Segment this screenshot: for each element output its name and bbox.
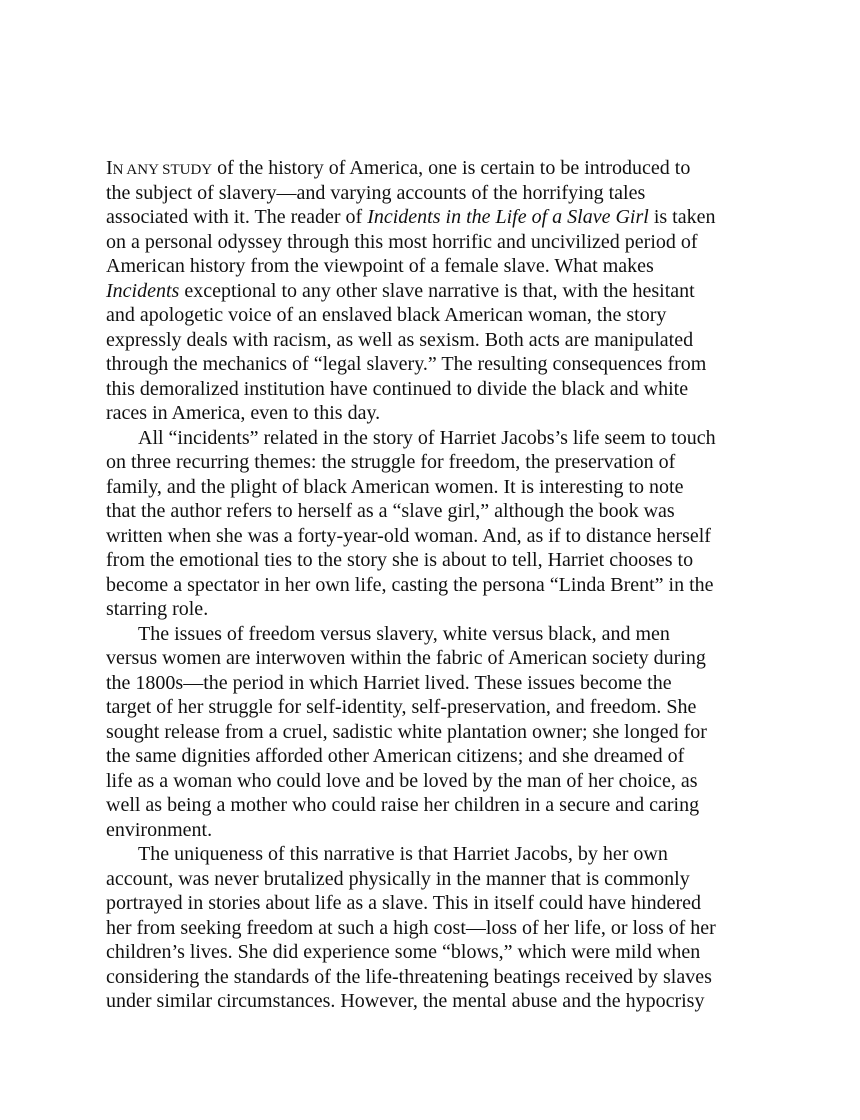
- text-line: American history from the viewpoint of a female slave. What makes: [106, 255, 654, 277]
- text-line: on three recurring themes: the struggle for freedom, the preservation of: [106, 451, 676, 473]
- text-line: account, was never brutalized physically in the manner that is commonly: [106, 867, 690, 890]
- book-title-short: Incidents: [106, 279, 180, 302]
- text-line: and apologetic voice of an enslaved black American woman, the story: [106, 304, 667, 326]
- text-line: children’s lives. She did experience some “blows,” which were mild when: [106, 941, 701, 963]
- text-line: become a spectator in her own life, casting the persona “Linda Brent” in the: [106, 573, 714, 596]
- text-line: The issues of freedom versus slavery, white versus black, and men: [138, 622, 670, 645]
- text-line: through the mechanics of “legal slavery.” The resulting consequences from: [106, 353, 707, 375]
- lead-small-caps: N ANY STUDY: [112, 162, 213, 178]
- book-title: Incidents in the Life of a Slave Girl: [367, 206, 649, 228]
- text-line: target of her struggle for self-identity, self-preservation, and freedom. She: [106, 696, 697, 718]
- document-page: [106, 156, 766, 1014]
- text-line: portrayed in stories about life as a slave. This in itself could have hindered: [106, 892, 702, 914]
- text-line: well as being a mother who could raise her children in a secure and caring: [106, 794, 700, 816]
- text-line: All “incidents” related in the story of Harriet Jacobs’s life seem to touch: [138, 426, 716, 449]
- text-line: considering the standards of the life-threatening beatings received by slaves: [106, 965, 712, 988]
- text-line: under similar circumstances. However, the mental abuse and the hypocrisy: [106, 990, 705, 1012]
- text-line: versus women are interwoven within the fabric of American society during: [106, 647, 706, 669]
- text-line: Incidents exceptional to any other slave narrative is that, with the hesitant: [106, 279, 695, 302]
- lead-cap: I: [106, 157, 113, 179]
- text-line: her from seeking freedom at such a high cost—loss of her life, or loss of her: [106, 916, 716, 939]
- text-line: written when she was a forty-year-old woman. And, as if to distance herself: [106, 524, 711, 547]
- text-line: environment.: [106, 818, 213, 841]
- text-line: life as a woman who could love and be loved by the man of her choice, as: [106, 769, 698, 792]
- paragraph-4: [106, 842, 766, 1014]
- text-line: from the emotional ties to the story she is about to tell, Harriet chooses to: [106, 549, 694, 571]
- text-line: the same dignities afforded other American citizens; and she dreamed of: [106, 745, 685, 767]
- text-line: sought release from a cruel, sadistic white plantation owner; she longed for: [106, 720, 707, 743]
- text-line: that the author refers to herself as a “slave girl,” although the book was: [106, 500, 675, 522]
- text-line: this demoralized institution have continued to divide the black and white: [106, 377, 689, 400]
- text-line: expressly deals with racism, as well as sexism. Both acts are manipulated: [106, 328, 694, 351]
- text-line: associated with it. The reader of Incidents in the Life of a Slave Girl is taken: [106, 206, 716, 228]
- text-line: the subject of slavery—and varying accounts of the horrifying tales: [106, 181, 646, 204]
- text-line: the 1800s—the period in which Harriet lived. These issues become the: [106, 671, 672, 694]
- text-line: The uniqueness of this narrative is that Harriet Jacobs, by her own: [138, 843, 668, 865]
- paragraph-3: [106, 622, 766, 843]
- text-line: IN ANY STUDY of the history of America, one is certain to be introduced to: [106, 157, 691, 179]
- text-line: family, and the plight of black American women. It is interesting to note: [106, 475, 684, 498]
- paragraph-2: [106, 426, 766, 622]
- text-line: races in America, even to this day.: [106, 402, 381, 424]
- text-line: starring role.: [106, 598, 209, 620]
- text-line: on a personal odyssey through this most horrific and uncivilized period of: [106, 230, 698, 253]
- paragraph-1: [106, 156, 766, 426]
